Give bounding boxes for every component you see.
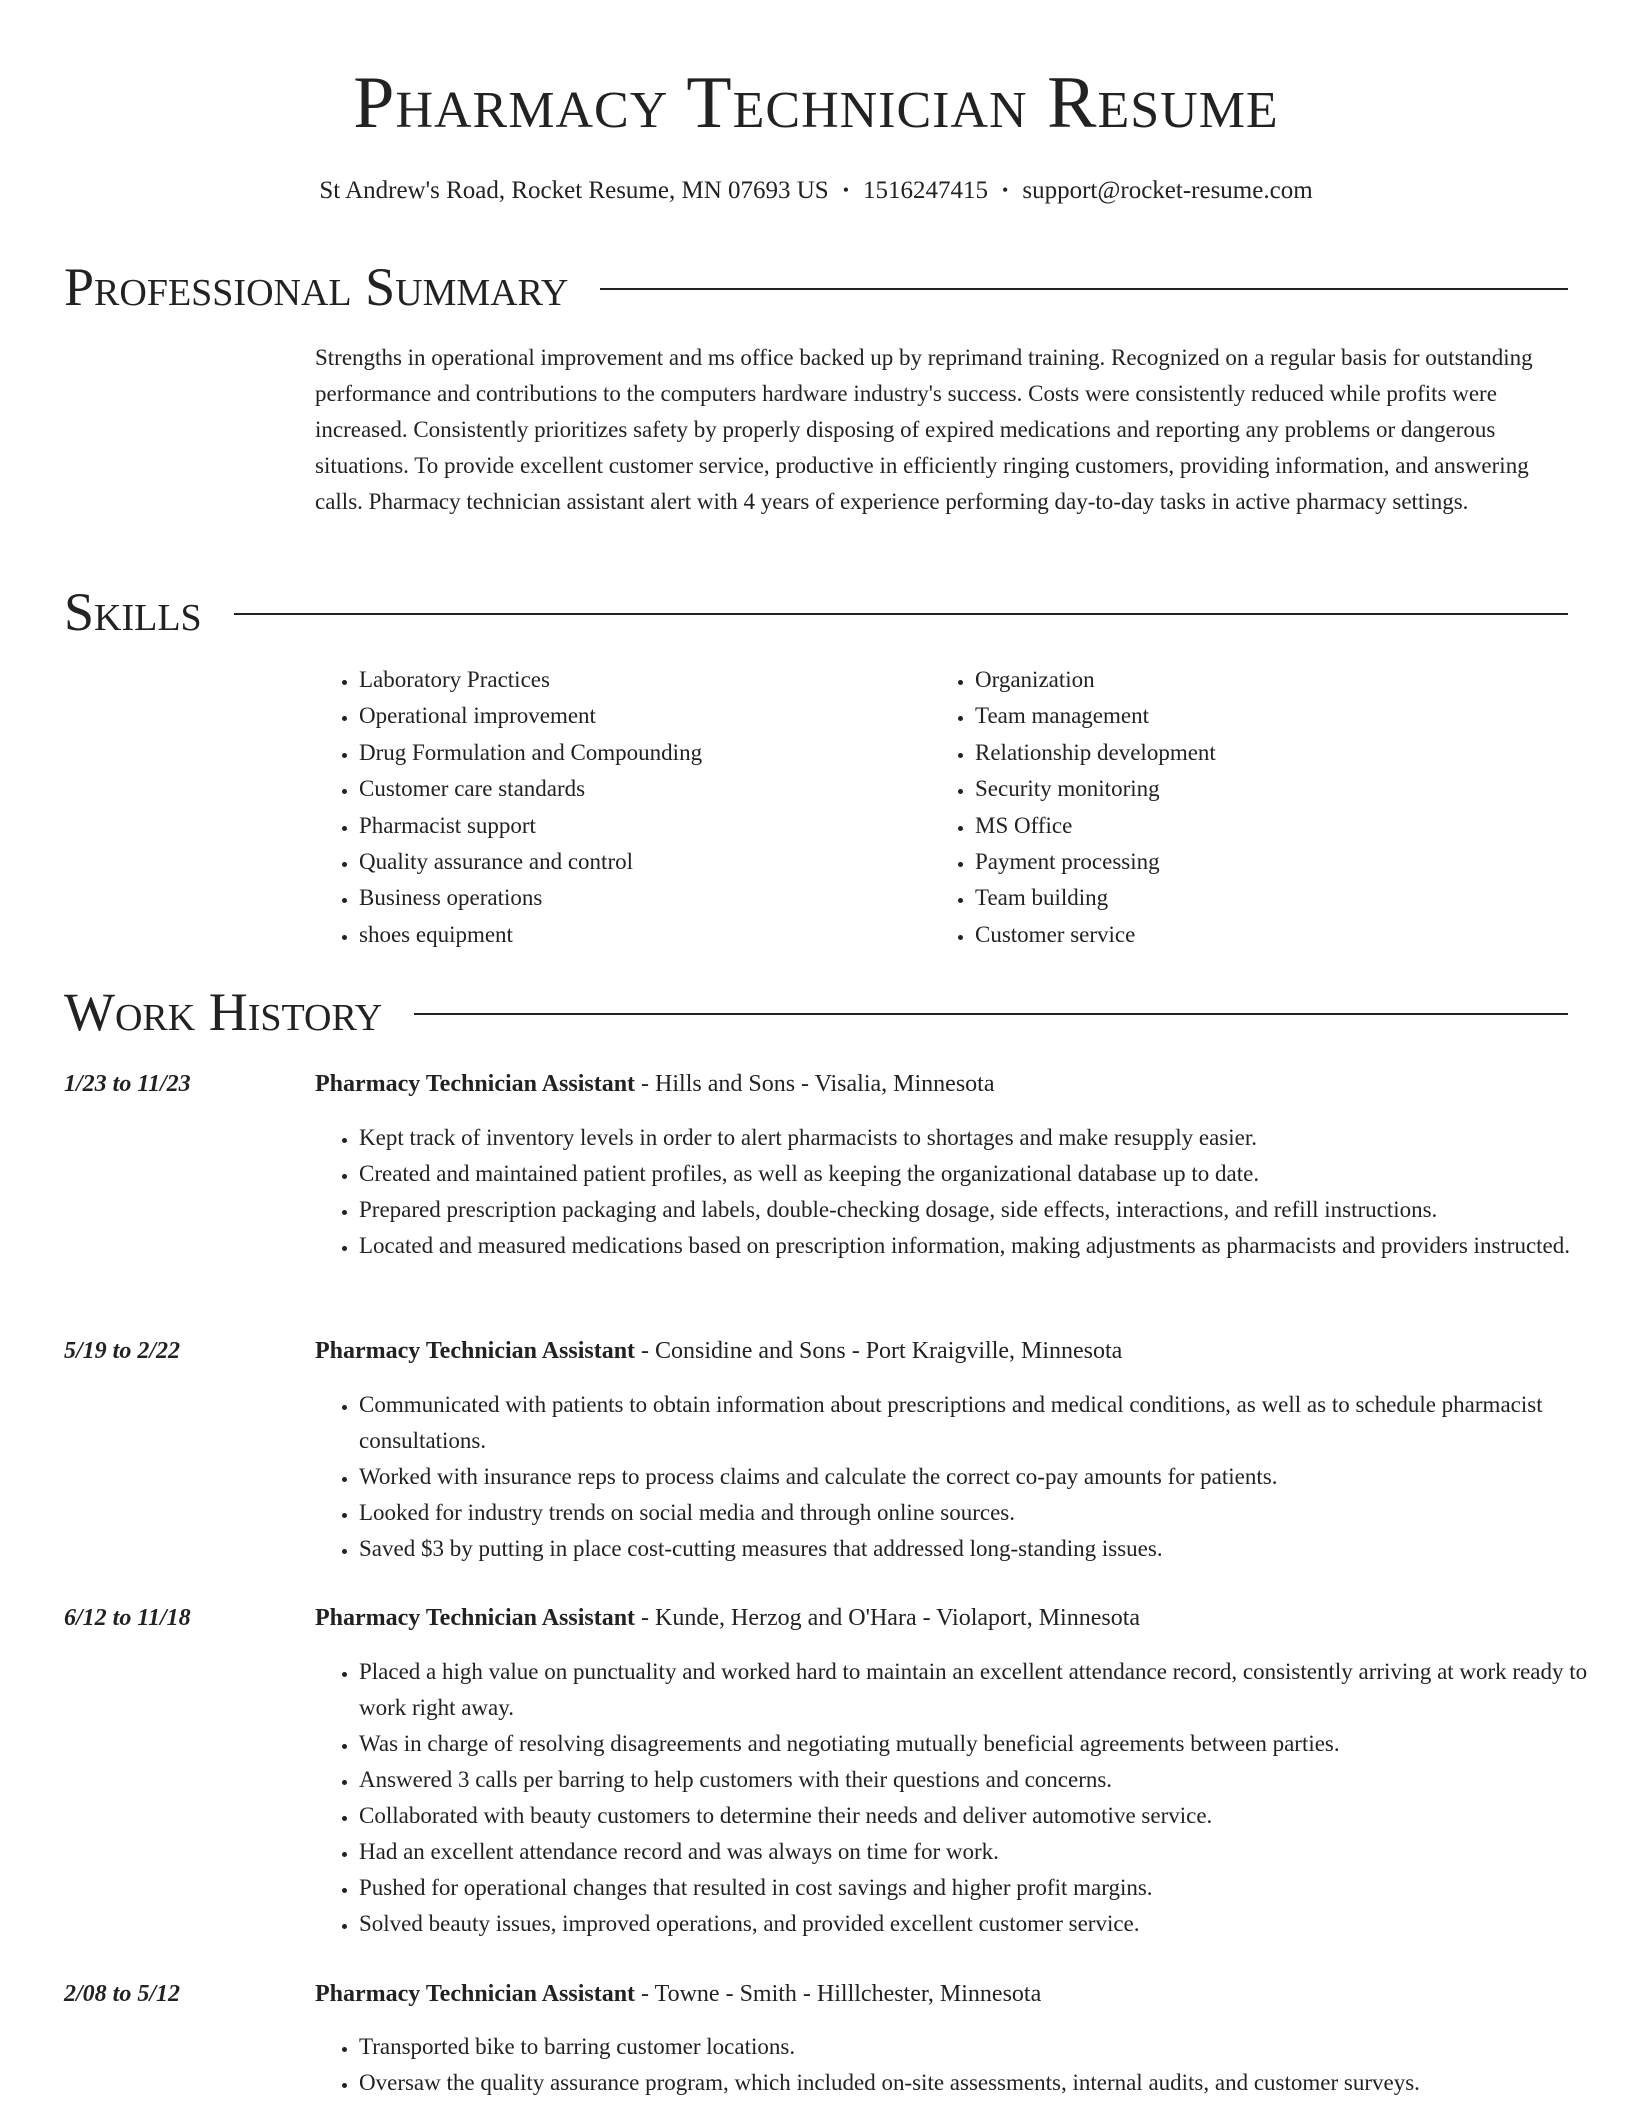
job-role: Pharmacy Technician Assistant xyxy=(315,1605,636,1631)
summary-section-header xyxy=(64,252,1568,322)
job-dates: 6/12 to 11/18 xyxy=(64,1605,191,1631)
job-dates: 5/19 to 2/22 xyxy=(64,1338,181,1364)
contact-separator: • xyxy=(842,180,850,200)
job-heading xyxy=(315,1976,1571,2012)
contact-address: St Andrew's Road, Rocket Resume, MN 07693 US xyxy=(319,177,829,204)
job-bullet: • Collaborated with beauty customers to determine their needs and deliver automotive service. xyxy=(359,1798,1615,1834)
skill-item: • Team management xyxy=(975,698,1535,734)
job-role: Pharmacy Technician Assistant xyxy=(315,1981,636,2007)
job-bullet: • Was in charge of resolving disagreements and negotiating mutually beneficial agreements between parties. xyxy=(359,1726,1615,1762)
job-bullet: • Had an excellent attendance record and was always on time for work. xyxy=(359,1834,1615,1870)
job-bullet: • Pushed for operational changes that resulted in cost savings and higher profit margins. xyxy=(359,1870,1615,1906)
skill-item: • Security monitoring xyxy=(975,771,1535,807)
skill-item: • MS Office xyxy=(975,808,1535,844)
contact-email: support@rocket-resume.com xyxy=(1022,177,1313,204)
section-divider xyxy=(414,1013,1568,1015)
skill-item: • shoes equipment xyxy=(359,917,919,953)
job-bullet: • Looked for industry trends on social media and through online sources. xyxy=(359,1495,1615,1531)
job-bullet: • Created and maintained patient profiles, as well as keeping the organizational database up to date. xyxy=(359,1156,1615,1192)
skill-item: • Customer service xyxy=(975,917,1535,953)
resume-title: Pharmacy Technician Resume xyxy=(353,62,1279,144)
job-bullets xyxy=(315,1387,1615,1567)
job-bullet: • Saved $3 by putting in place cost-cutting measures that addressed long-standing issues. xyxy=(359,1531,1615,1567)
skills-list-left xyxy=(315,662,919,953)
skill-item: • Payment processing xyxy=(975,844,1535,880)
skill-item: • Business operations xyxy=(359,880,919,916)
job-employer: - Considine and Sons - Port Kraigville, Minnesota xyxy=(635,1338,1123,1364)
job-heading xyxy=(315,1600,1571,1636)
job-dates: 2/08 to 5/12 xyxy=(64,1981,181,2007)
section-divider xyxy=(600,288,1568,290)
job-bullet: • Kept track of inventory levels in order to alert pharmacists to shortages and make resupply easier. xyxy=(359,1120,1615,1156)
job-dates: 1/23 to 11/23 xyxy=(64,1071,191,1097)
job-bullet: • Worked with insurance reps to process claims and calculate the correct co-pay amounts for patients. xyxy=(359,1459,1615,1495)
skill-item: • Customer care standards xyxy=(359,771,919,807)
skill-item: • Quality assurance and control xyxy=(359,844,919,880)
section-title: Professional Summary xyxy=(64,257,569,317)
job-bullets xyxy=(315,1654,1615,1942)
skill-item: • Organization xyxy=(975,662,1535,698)
skill-item: • Pharmacist support xyxy=(359,808,919,844)
job-role: Pharmacy Technician Assistant xyxy=(315,1338,636,1364)
job-employer: - Towne - Smith - Hilllchester, Minnesota xyxy=(635,1981,1042,2007)
skill-item: • Operational improvement xyxy=(359,698,919,734)
job-bullet: • Located and measured medications based on prescription information, making adjustments as pharmacists and providers instructed. xyxy=(359,1228,1615,1264)
skill-item: • Team building xyxy=(975,880,1535,916)
job-bullet: • Communicated with patients to obtain information about prescriptions and medical conditions, as well as to schedule pharmacist consultations. xyxy=(359,1387,1615,1459)
work-section-header xyxy=(64,977,1568,1047)
skills-list-right xyxy=(931,662,1535,953)
job-employer: - Kunde, Herzog and O'Hara - Violaport, Minnesota xyxy=(635,1605,1141,1631)
job-bullet: • Answered 3 calls per barring to help customers with their questions and concerns. xyxy=(359,1762,1615,1798)
job-heading xyxy=(315,1333,1571,1369)
section-title: Skills xyxy=(64,582,202,642)
job-heading xyxy=(315,1066,1571,1102)
job-bullet: • Transported bike to barring customer locations. xyxy=(359,2029,1615,2065)
job-bullet: • Prepared prescription packaging and labels, double-checking dosage, side effects, interactions, and refill instructions. xyxy=(359,1192,1615,1228)
job-employer: - Hills and Sons - Visalia, Minnesota xyxy=(635,1071,995,1097)
skill-item: • Laboratory Practices xyxy=(359,662,919,698)
contact-phone: 1516247415 xyxy=(863,177,989,204)
job-role: Pharmacy Technician Assistant xyxy=(315,1071,636,1097)
job-bullets xyxy=(315,1120,1615,1264)
job-bullet: • Solved beauty issues, improved operations, and provided excellent customer service. xyxy=(359,1906,1615,1942)
contact-separator: • xyxy=(1002,180,1009,200)
skills-section-header xyxy=(64,577,1568,647)
section-divider xyxy=(234,613,1568,615)
job-bullet: • Oversaw the quality assurance program, which included on-site assessments, internal audits, and customer surveys. xyxy=(359,2065,1615,2101)
job-bullet: • Placed a high value on punctuality and worked hard to maintain an excellent attendance record, consistently arriving at work ready to work right away. xyxy=(359,1654,1615,1726)
contact-line xyxy=(0,174,1632,209)
summary-text: Strengths in operational improvement and ms office backed up by reprimand training. Recognized on a regular basis for outstanding performance and contributions to the computers hardware industry's success. Costs were consistently reduced while profits were increased. Consistently prioritizes safety by properly disposing of expired medications and reporting any problems or dangerous situations. To provide excellent customer service, productive in efficiently ringing customers, providing information, and answering calls. Pharmacy technician assistant alert with 4 years of experience performing day-to-day tasks in active pharmacy settings. xyxy=(315,345,1533,514)
skill-item: • Drug Formulation and Compounding xyxy=(359,735,919,771)
job-bullets xyxy=(315,2029,1615,2101)
section-title: Work History xyxy=(64,982,383,1042)
skill-item: • Relationship development xyxy=(975,735,1535,771)
